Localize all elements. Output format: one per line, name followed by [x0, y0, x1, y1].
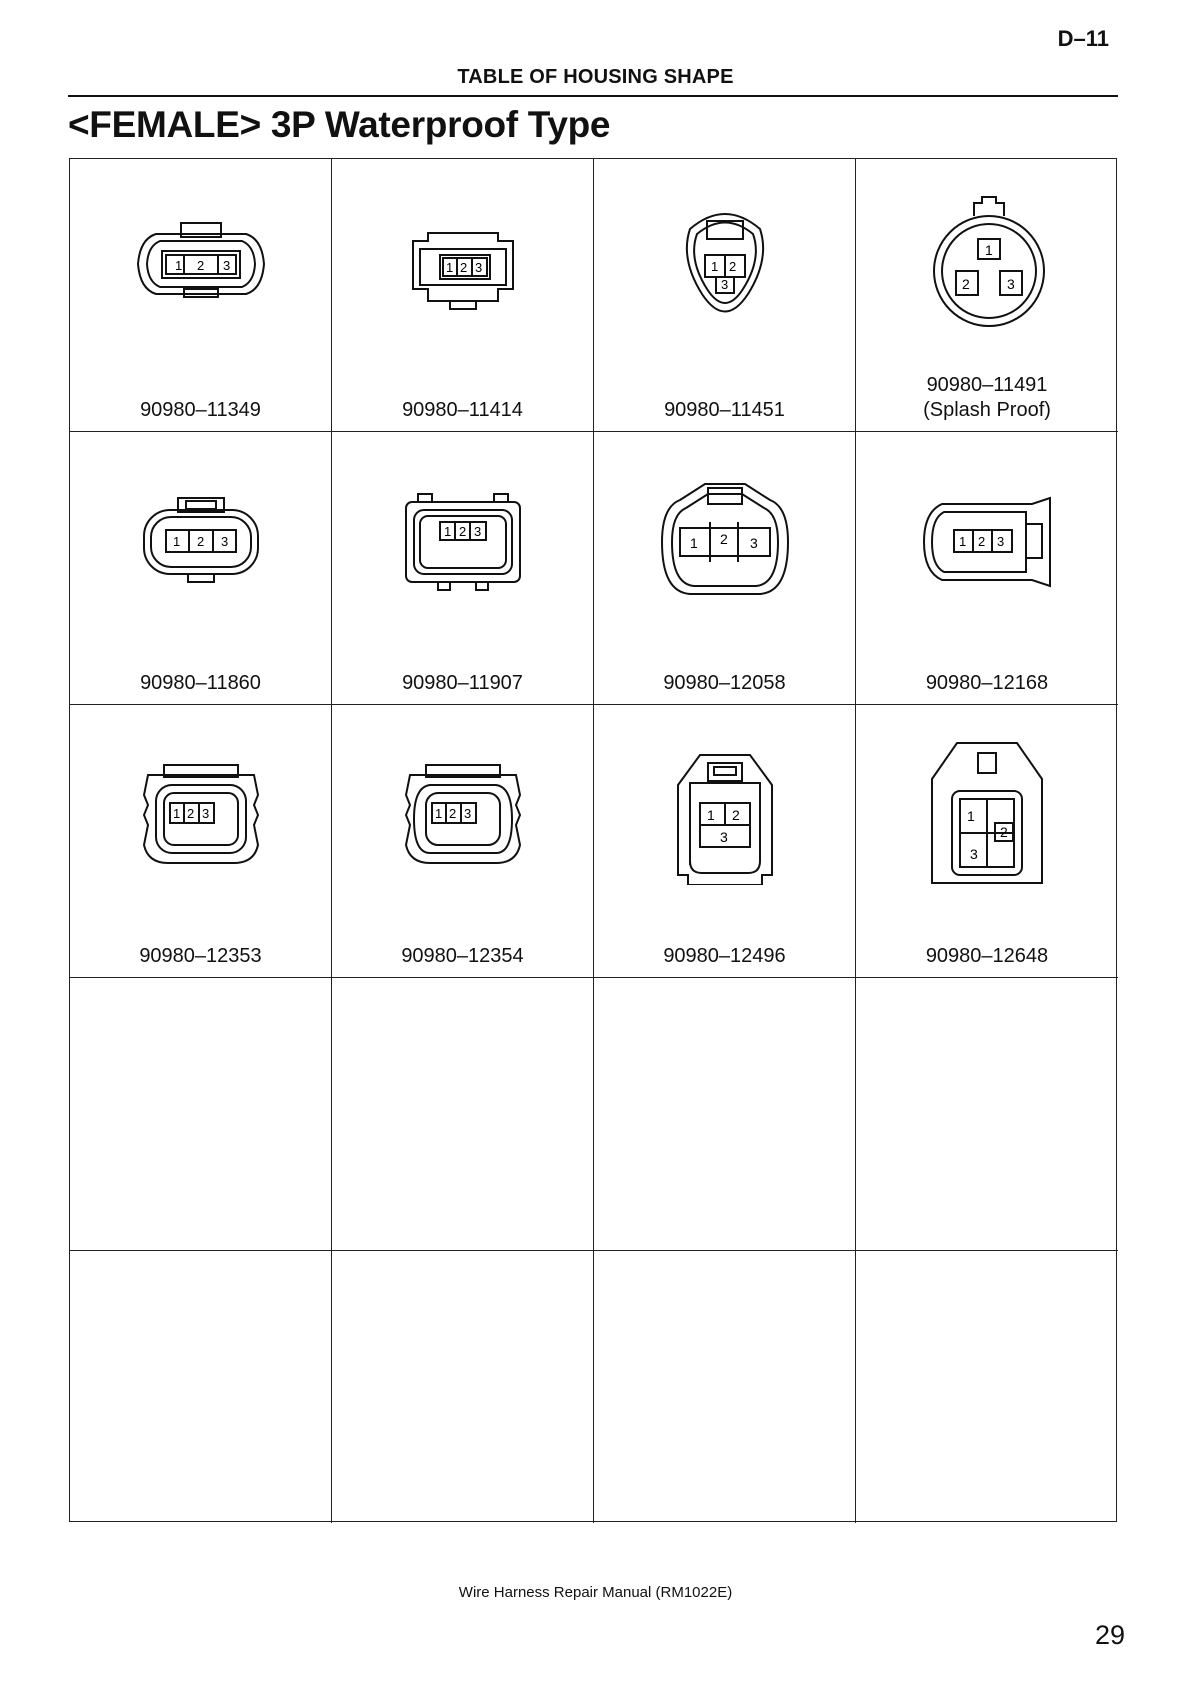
terminal-2-label: 2 — [197, 534, 205, 549]
terminal-1-label: 1 — [690, 535, 698, 551]
footer-manual-title: Wire Harness Repair Manual (RM1022E) — [458, 1584, 733, 1601]
terminal-1-label: 1 — [985, 242, 993, 258]
connector-cell — [332, 432, 594, 705]
part-number — [856, 944, 1118, 969]
connector-housing-drawing — [126, 462, 276, 612]
part-number — [856, 373, 1118, 423]
terminal-1-label: 1 — [446, 260, 454, 275]
connector-housing-drawing — [650, 189, 800, 339]
connector-cell — [70, 705, 332, 978]
empty-cell — [332, 978, 594, 1251]
terminal-1-label: 1 — [711, 259, 719, 274]
terminal-3-label: 3 — [474, 524, 482, 539]
connector-housing-drawing — [912, 735, 1062, 885]
terminal-3-label: 3 — [464, 806, 472, 821]
connector-cell — [70, 159, 332, 432]
section-code: D–11 — [1057, 26, 1109, 51]
connector-cell — [856, 159, 1118, 432]
connector-housing-drawing — [650, 735, 800, 885]
terminal-2-label: 2 — [732, 807, 740, 823]
connector-cell — [856, 432, 1118, 705]
terminal-3-label: 3 — [221, 534, 229, 549]
terminal-1-label: 1 — [967, 808, 975, 824]
part-number-text: 90980–11451 — [664, 399, 785, 421]
terminal-3-label: 3 — [997, 534, 1005, 549]
connector-housing-drawing — [650, 462, 800, 612]
part-number — [70, 671, 331, 696]
connector-housing-drawing — [912, 189, 1062, 339]
terminal-2-label: 2 — [978, 534, 986, 549]
part-number-text: 90980–11491 — [926, 374, 1048, 396]
terminal-3-label: 3 — [720, 829, 728, 845]
part-number-text: 90980–12354 — [401, 945, 524, 967]
terminal-2-label: 2 — [449, 806, 457, 821]
terminal-1-label: 1 — [173, 806, 181, 821]
part-number — [856, 671, 1118, 696]
connector-cell — [594, 432, 856, 705]
part-number — [594, 671, 855, 696]
part-number — [594, 398, 855, 423]
terminal-2-label: 2 — [459, 524, 467, 539]
part-number-text: 90980–11907 — [402, 672, 523, 694]
connector-housing-drawing — [388, 189, 538, 339]
part-number — [332, 671, 593, 696]
connector-cell — [70, 432, 332, 705]
part-number-text: 90980–12353 — [139, 945, 262, 967]
terminal-3-label: 3 — [475, 260, 483, 275]
terminal-2-label: 2 — [1000, 824, 1008, 840]
page-title: <FEMALE> 3P Waterproof Type — [68, 104, 611, 145]
connector-housing-drawing — [912, 462, 1062, 612]
terminal-3-label: 3 — [1007, 276, 1015, 292]
header-rule — [68, 95, 1118, 97]
terminal-2-label: 2 — [729, 259, 737, 274]
connector-cell — [594, 159, 856, 432]
part-note: (Splash Proof) — [923, 399, 1051, 421]
terminal-2-label: 2 — [197, 258, 205, 273]
terminal-3-label: 3 — [750, 535, 758, 551]
connector-cell — [332, 705, 594, 978]
part-number-text: 90980–12496 — [663, 945, 786, 967]
part-number-text: 90980–11414 — [402, 399, 523, 421]
terminal-1-label: 1 — [175, 258, 183, 273]
part-number — [70, 398, 331, 423]
part-number-text: 90980–12058 — [663, 672, 786, 694]
terminal-2-label: 2 — [187, 806, 195, 821]
terminal-1-label: 1 — [959, 534, 967, 549]
connector-housing-drawing — [126, 189, 276, 339]
terminal-2-label: 2 — [962, 276, 970, 292]
terminal-1-label: 1 — [435, 806, 443, 821]
empty-cell — [856, 1251, 1118, 1523]
empty-cell — [332, 1251, 594, 1523]
housing-shape-table — [69, 158, 1117, 1522]
part-number — [332, 398, 593, 423]
terminal-3-label: 3 — [721, 277, 729, 292]
connector-cell — [856, 705, 1118, 978]
connector-housing-drawing — [388, 462, 538, 612]
page-number: 29 — [1094, 1620, 1125, 1650]
terminal-1-label: 1 — [173, 534, 181, 549]
terminal-2-label: 2 — [720, 531, 728, 547]
connector-cell — [332, 159, 594, 432]
terminal-2-label: 2 — [460, 260, 468, 275]
terminal-1-label: 1 — [707, 807, 715, 823]
connector-housing-drawing — [126, 735, 276, 885]
terminal-1-label: 1 — [444, 524, 452, 539]
part-number-text: 90980–12168 — [925, 672, 1049, 694]
empty-cell — [856, 978, 1118, 1251]
part-number-text: 90980–12648 — [925, 945, 1049, 967]
empty-cell — [70, 1251, 332, 1523]
terminal-3-label: 3 — [223, 258, 231, 273]
part-number — [70, 944, 331, 969]
connector-cell — [594, 705, 856, 978]
part-number-text: 90980–11860 — [140, 672, 261, 694]
empty-cell — [594, 1251, 856, 1523]
part-number — [332, 944, 593, 969]
part-number — [594, 944, 855, 969]
terminal-3-label: 3 — [202, 806, 210, 821]
part-number-text: 90980–11349 — [140, 399, 261, 421]
terminal-3-label: 3 — [970, 846, 978, 862]
empty-cell — [70, 978, 332, 1251]
header-title: TABLE OF HOUSING SHAPE — [457, 66, 734, 88]
connector-housing-drawing — [388, 735, 538, 885]
empty-cell — [594, 978, 856, 1251]
